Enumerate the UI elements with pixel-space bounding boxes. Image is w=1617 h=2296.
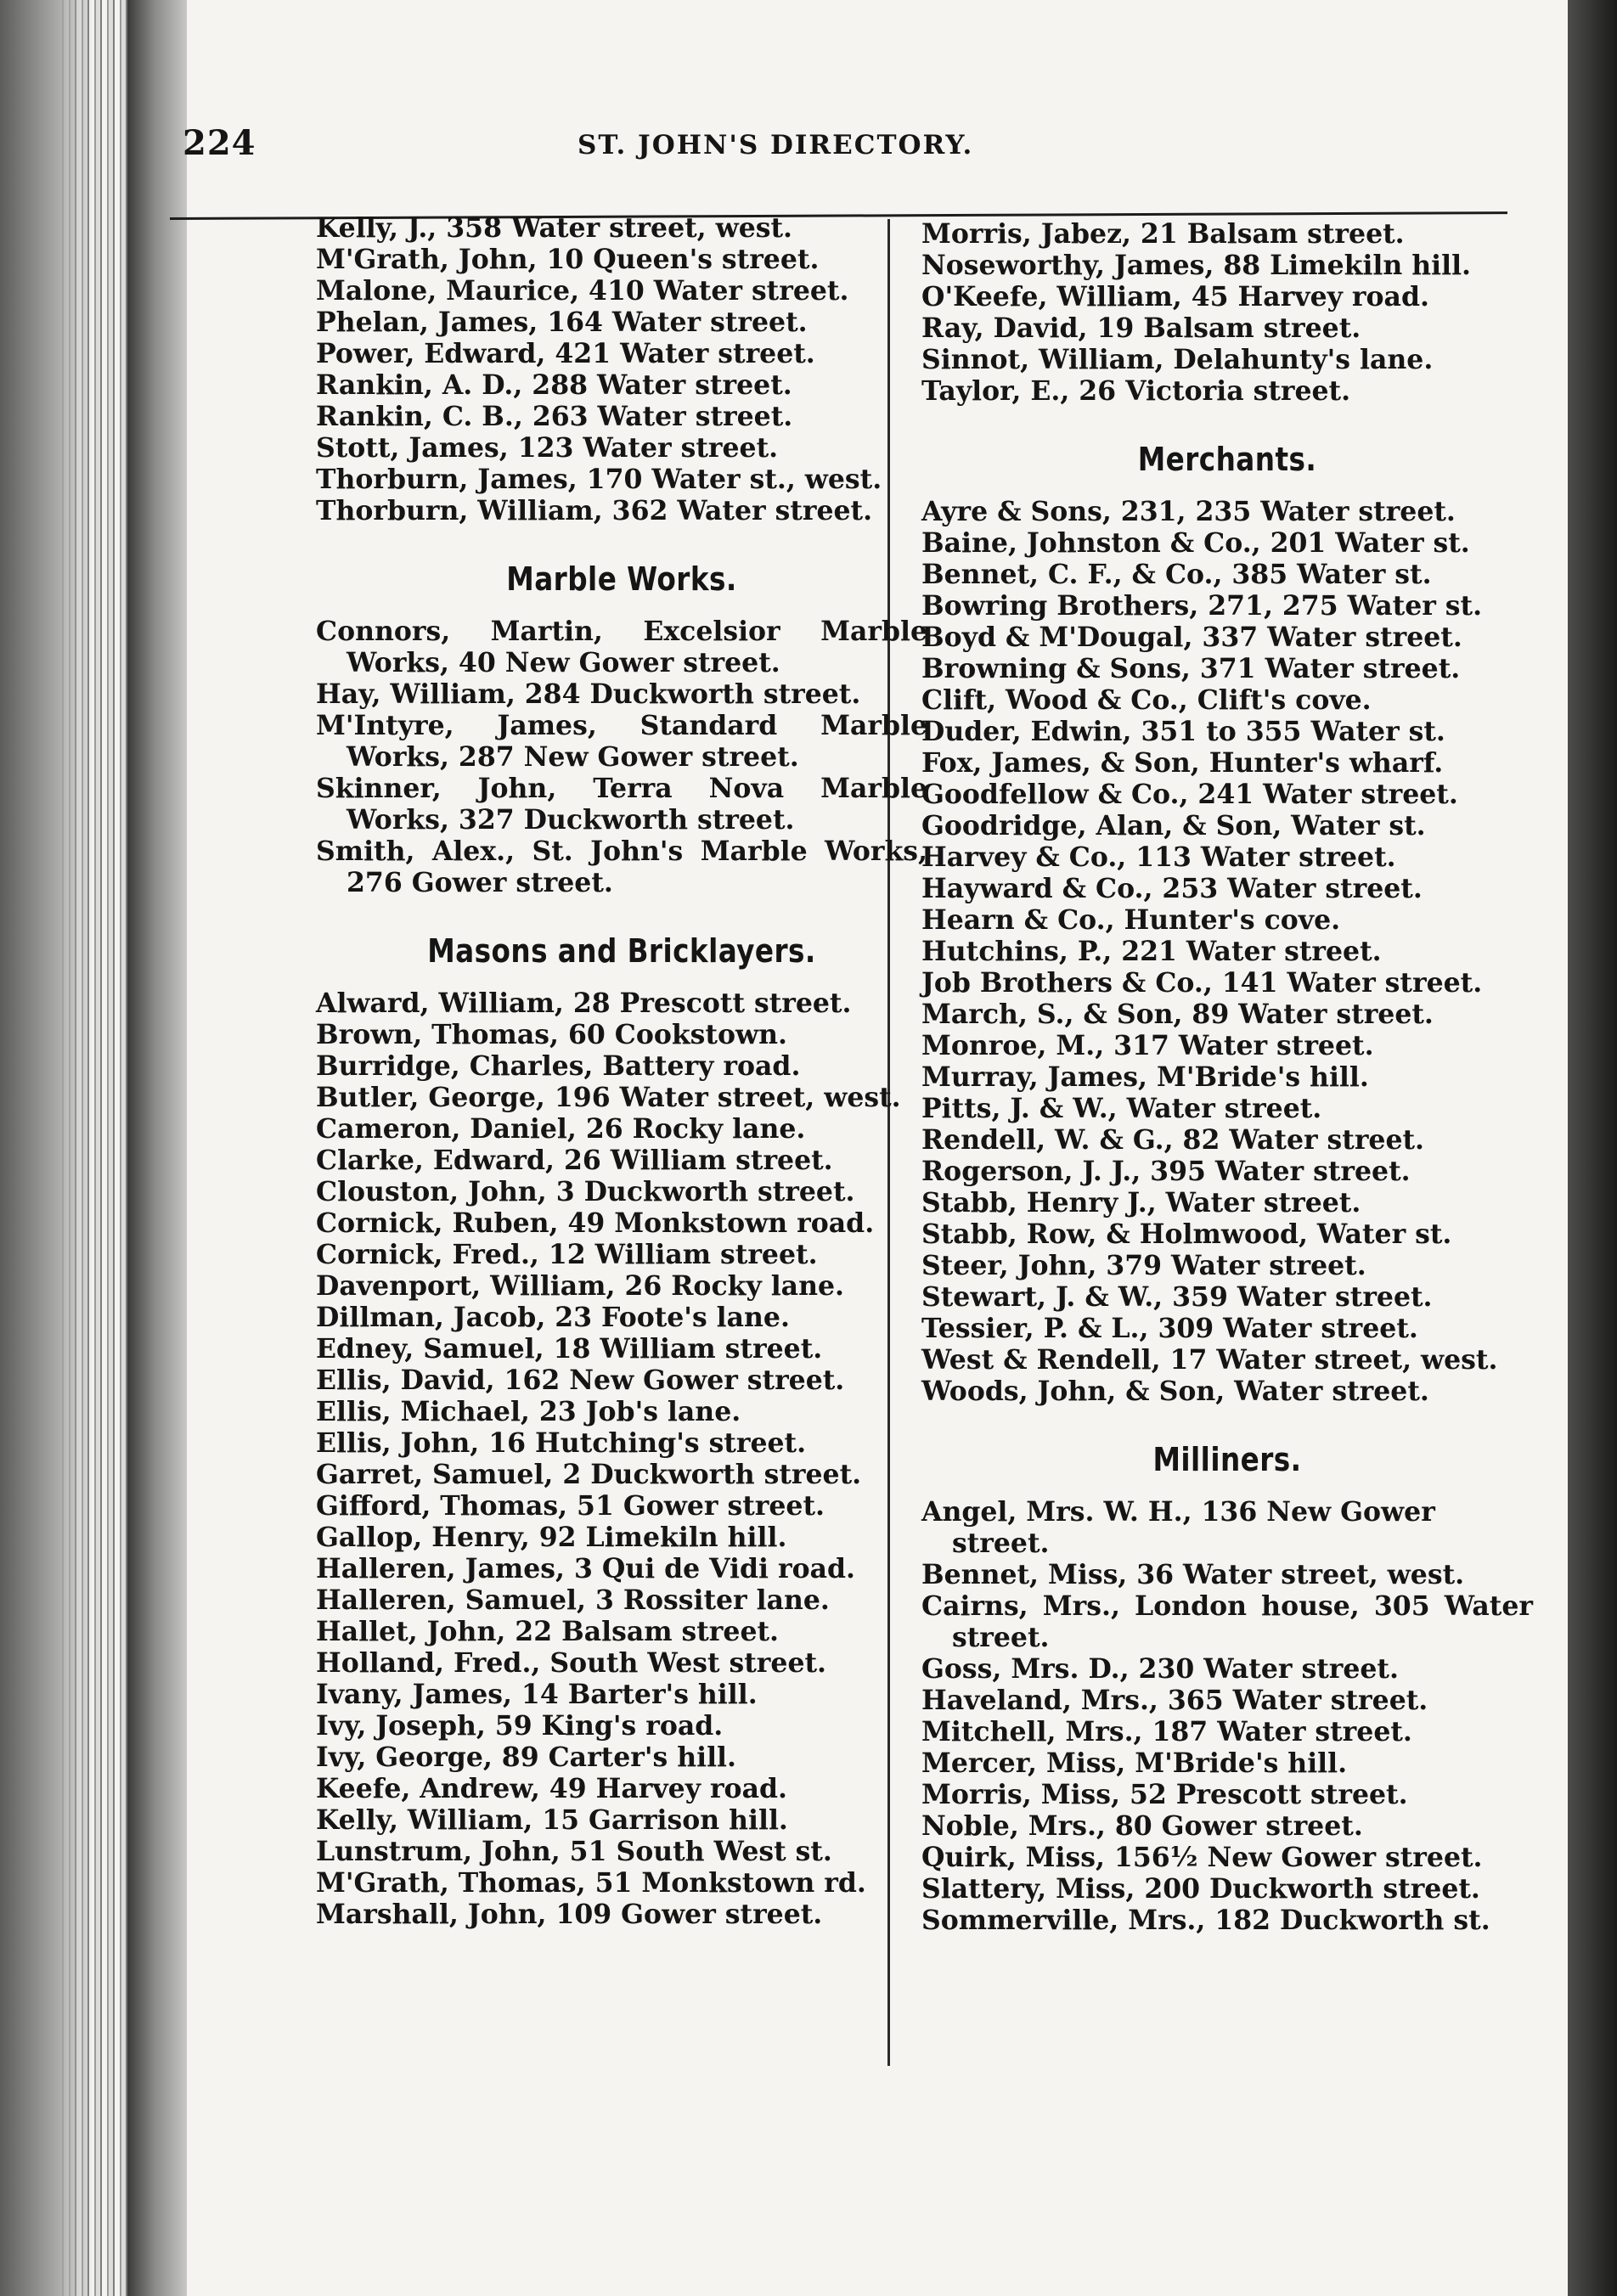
directory-entry: Mitchell, Mrs., 187 Water street. (921, 1716, 1412, 1747)
directory-entry: Morris, Jabez, 21 Balsam street. (921, 218, 1405, 250)
directory-entry: Rankin, A. D., 288 Water street. (316, 369, 792, 401)
directory-entry: Keefe, Andrew, 49 Harvey road. (316, 1773, 787, 1804)
section-heading: Milliners. (1152, 1441, 1302, 1478)
directory-entry: Hutchins, P., 221 Water street. (921, 936, 1382, 967)
section-heading: Merchants. (1137, 441, 1317, 478)
directory-entry: Burridge, Charles, Battery road. (316, 1050, 801, 1082)
directory-entry: Gallop, Henry, 92 Limekiln hill. (316, 1522, 787, 1553)
directory-entry: Halleren, Samuel, 3 Rossiter lane. (316, 1584, 830, 1616)
directory-entry: Tessier, P. & L., 309 Water street. (921, 1313, 1418, 1344)
directory-entry: Boyd & M'Dougal, 337 Water street. (921, 622, 1462, 653)
directory-entry: Slattery, Miss, 200 Duckworth street. (921, 1873, 1480, 1905)
directory-entry: Davenport, William, 26 Rocky lane. (316, 1270, 845, 1302)
directory-entry: Sommerville, Mrs., 182 Duckworth st. (921, 1905, 1490, 1936)
directory-entry: Rogerson, J. J., 395 Water street. (921, 1156, 1411, 1187)
directory-entry: Harvey & Co., 113 Water street. (921, 841, 1396, 873)
directory-entry: Goss, Mrs. D., 230 Water street. (921, 1653, 1399, 1685)
directory-entry: Garret, Samuel, 2 Duckworth street. (316, 1459, 862, 1490)
directory-entry: Smith, Alex., St. John's Marble Works, 276 Gower street. (316, 836, 927, 898)
directory-entry: Brown, Thomas, 60 Cookstown. (316, 1019, 787, 1050)
directory-entry: Morris, Miss, 52 Prescott street. (921, 1779, 1408, 1810)
directory-entry: Bennet, Miss, 36 Water street, west. (921, 1559, 1465, 1590)
directory-entry: M'Grath, Thomas, 51 Monkstown rd. (316, 1867, 866, 1899)
directory-entry: Stewart, J. & W., 359 Water street. (921, 1281, 1433, 1313)
directory-entry: Stabb, Henry J., Water street. (921, 1187, 1361, 1218)
directory-section (921, 441, 1533, 1407)
directory-entry: West & Rendell, 17 Water street, west. (921, 1344, 1498, 1376)
directory-entry: Steer, John, 379 Water street. (921, 1250, 1366, 1281)
directory-entry: Ivy, George, 89 Carter's hill. (316, 1742, 736, 1773)
directory-entry: Kelly, William, 15 Garrison hill. (316, 1804, 788, 1836)
directory-entry: Edney, Samuel, 18 William street. (316, 1333, 823, 1365)
directory-entry: Browning & Sons, 371 Water street. (921, 653, 1461, 684)
directory-entry: Clouston, John, 3 Duckworth street. (316, 1176, 855, 1207)
section-heading: Masons and Bricklayers. (427, 932, 816, 970)
directory-entry: Clarke, Edward, 26 William street. (316, 1145, 833, 1176)
directory-entry: Ivy, Joseph, 59 King's road. (316, 1710, 724, 1742)
right-margin-shadow (1568, 0, 1617, 2296)
right-continued-list (921, 218, 1533, 407)
directory-entry: Rankin, C. B., 263 Water street. (316, 401, 793, 432)
directory-entry: Hallet, John, 22 Balsam street. (316, 1616, 780, 1647)
right-column (921, 218, 1533, 1936)
left-continued-list (316, 212, 927, 526)
directory-entry: Power, Edward, 421 Water street. (316, 338, 815, 369)
directory-entry: Gifford, Thomas, 51 Gower street. (316, 1490, 825, 1522)
directory-entry: Malone, Maurice, 410 Water street. (316, 275, 849, 307)
directory-entry: Hearn & Co., Hunter's cove. (921, 904, 1341, 936)
directory-entry: Clift, Wood & Co., Clift's cove. (921, 684, 1372, 716)
directory-entry: Connors, Martin, Excelsior Marble Works, 40 New Gower street. (316, 616, 927, 678)
directory-entry: Cornick, Fred., 12 William street. (316, 1239, 818, 1270)
directory-entry: Sinnot, William, Delahunty's lane. (921, 344, 1434, 375)
directory-entry: Mercer, Miss, M'Bride's hill. (921, 1747, 1348, 1779)
directory-entry: Cairns, Mrs., London house, 305 Water street. (921, 1590, 1533, 1653)
directory-entry: Stott, James, 123 Water street. (316, 432, 779, 464)
directory-entry: Cameron, Daniel, 26 Rocky lane. (316, 1113, 806, 1145)
directory-section (921, 1441, 1533, 1936)
directory-entry: Phelan, James, 164 Water street. (316, 307, 808, 338)
left-sections (316, 560, 927, 1930)
directory-entry: Bennet, C. F., & Co., 385 Water st. (921, 559, 1432, 590)
directory-entry: Stabb, Row, & Holmwood, Water st. (921, 1218, 1452, 1250)
directory-entry: Duder, Edwin, 351 to 355 Water st. (921, 716, 1445, 747)
page-header (183, 123, 1287, 174)
directory-entry: Thorburn, James, 170 Water st., west. (316, 464, 882, 495)
directory-entry: Job Brothers & Co., 141 Water street. (921, 967, 1483, 999)
directory-entry: Ellis, John, 16 Hutching's street. (316, 1427, 807, 1459)
directory-entry: Rendell, W. & G., 82 Water street. (921, 1124, 1425, 1156)
directory-entry: Cornick, Ruben, 49 Monkstown road. (316, 1207, 875, 1239)
directory-entry: Pitts, J. & W., Water street. (921, 1093, 1322, 1124)
directory-entry: M'Intyre, James, Standard Marble Works, 287 New Gower street. (316, 710, 927, 773)
directory-entry: Ray, David, 19 Balsam street. (921, 312, 1361, 344)
directory-entry: Monroe, M., 317 Water street. (921, 1030, 1374, 1061)
directory-entry: March, S., & Son, 89 Water street. (921, 999, 1434, 1030)
directory-entry: Ellis, Michael, 23 Job's lane. (316, 1396, 741, 1427)
directory-entry: Goodridge, Alan, & Son, Water st. (921, 810, 1426, 841)
directory-entry: Halleren, James, 3 Qui de Vidi road. (316, 1553, 855, 1584)
directory-section (316, 560, 927, 898)
left-column (316, 212, 927, 1930)
directory-entry: Bowring Brothers, 271, 275 Water st. (921, 590, 1483, 622)
directory-entry: Murray, James, M'Bride's hill. (921, 1061, 1369, 1093)
directory-entry: Goodfellow & Co., 241 Water street. (921, 779, 1458, 810)
directory-entry: Angel, Mrs. W. H., 136 New Gower street. (921, 1496, 1435, 1559)
directory-entry: Butler, George, 196 Water street, west. (316, 1082, 901, 1113)
directory-entry: Alward, William, 28 Prescott street. (316, 988, 852, 1019)
directory-entry: Hay, William, 284 Duckworth street. (316, 678, 861, 710)
directory-entry: Dillman, Jacob, 23 Foote's lane. (316, 1302, 790, 1333)
directory-entry: Haveland, Mrs., 365 Water street. (921, 1685, 1428, 1716)
directory-entry: M'Grath, John, 10 Queen's street. (316, 244, 820, 275)
directory-section (316, 932, 927, 1930)
directory-entry: Ayre & Sons, 231, 235 Water street. (921, 496, 1456, 527)
directory-entry: Thorburn, William, 362 Water street. (316, 495, 873, 526)
directory-entry: Quirk, Miss, 156½ New Gower street. (921, 1842, 1483, 1873)
section-heading: Marble Works. (506, 560, 737, 598)
directory-entry: Lunstrum, John, 51 South West st. (316, 1836, 832, 1867)
directory-entry: Skinner, John, Terra Nova Marble Works, 327 Duckworth street. (316, 773, 927, 836)
directory-entry: Taylor, E., 26 Victoria street. (921, 375, 1351, 407)
right-sections (921, 441, 1533, 1936)
directory-entry: Baine, Johnston & Co., 201 Water st. (921, 527, 1470, 559)
directory-entry: O'Keefe, William, 45 Harvey road. (921, 281, 1429, 312)
directory-entry: Noble, Mrs., 80 Gower street. (921, 1810, 1363, 1842)
directory-entry: Holland, Fred., South West street. (316, 1647, 827, 1679)
running-title: ST. JOHN'S DIRECTORY. (578, 130, 974, 160)
directory-entry: Woods, John, & Son, Water street. (921, 1376, 1429, 1407)
directory-entry: Ellis, David, 162 New Gower street. (316, 1365, 845, 1396)
directory-entry: Noseworthy, James, 88 Limekiln hill. (921, 250, 1472, 281)
spine-shadow (127, 0, 195, 2296)
directory-entry: Fox, James, & Son, Hunter's wharf. (921, 747, 1444, 779)
page-number: 224 (183, 123, 256, 163)
directory-entry: Ivany, James, 14 Barter's hill. (316, 1679, 758, 1710)
directory-entry: Kelly, J., 358 Water street, west. (316, 212, 793, 244)
directory-entry: Hayward & Co., 253 Water street. (921, 873, 1423, 904)
directory-entry: Marshall, John, 109 Gower street. (316, 1899, 823, 1930)
